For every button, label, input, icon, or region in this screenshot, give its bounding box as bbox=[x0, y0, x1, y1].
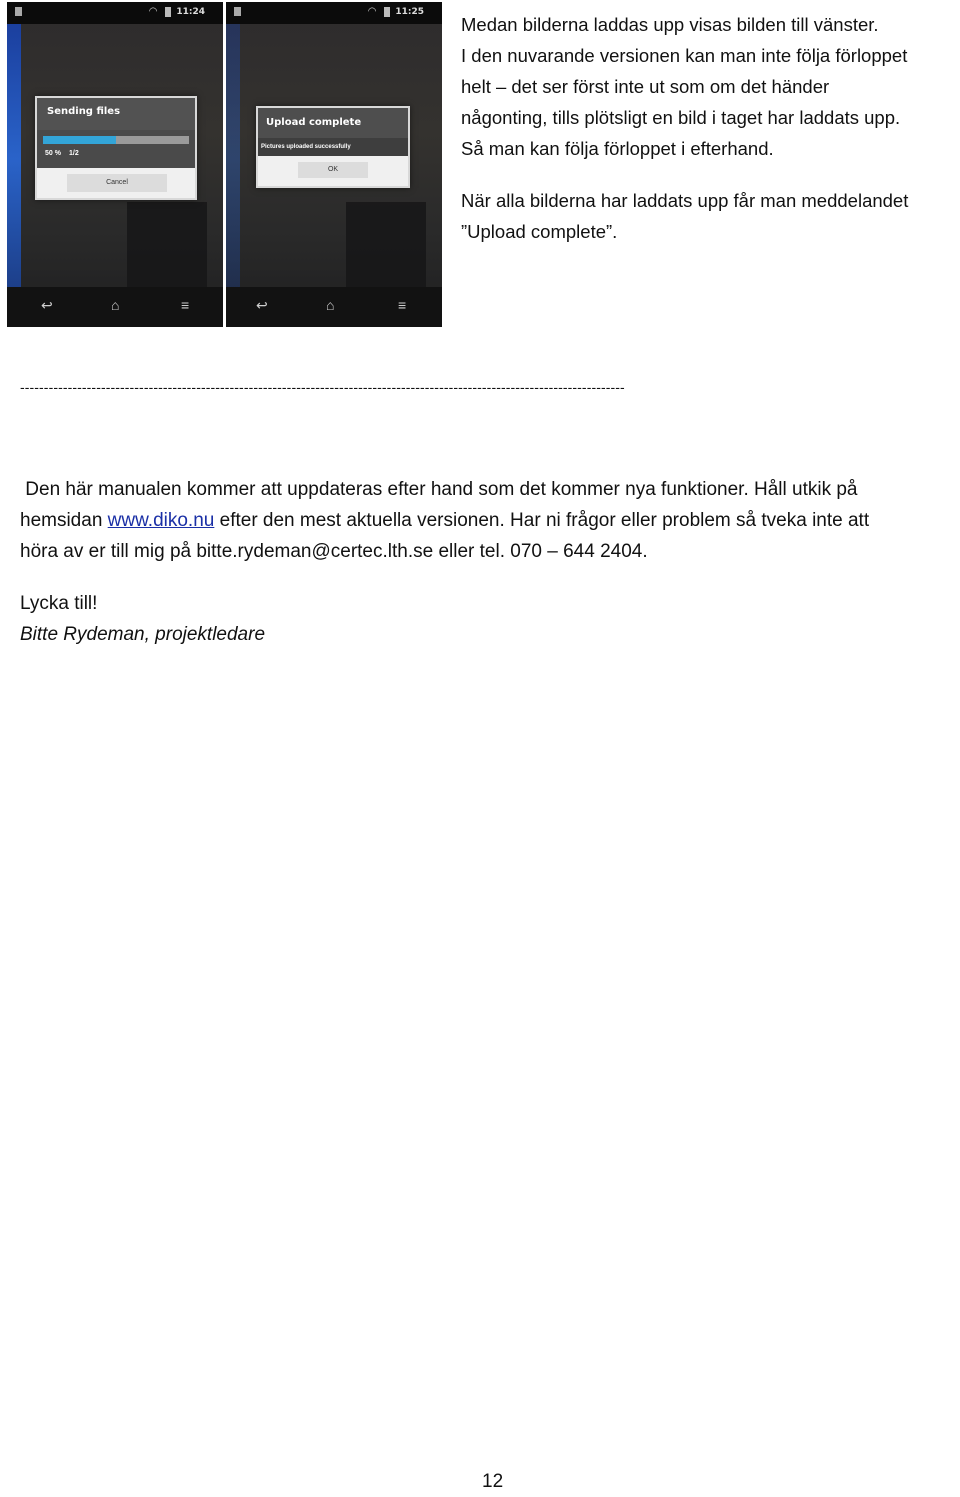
progress-fill bbox=[43, 136, 116, 144]
progress-percent: 50 % bbox=[45, 150, 61, 157]
nav-bar bbox=[226, 287, 442, 327]
back-icon[interactable]: ↩ bbox=[41, 297, 53, 313]
ok-button[interactable] bbox=[298, 162, 368, 178]
status-time: 11:25 bbox=[395, 7, 424, 17]
home-icon[interactable]: ⌂ bbox=[111, 297, 120, 313]
signature: Bitte Rydeman, projektledare bbox=[20, 624, 266, 645]
text-line: helt – det ser först inte ut som om det händer bbox=[461, 76, 830, 97]
text-fragment: efter den mest aktuella versionen. Har ni frågor eller problem så tveka inte att bbox=[214, 510, 870, 531]
battery-icon bbox=[165, 7, 171, 17]
text-line bbox=[20, 505, 869, 536]
nav-bar bbox=[7, 287, 223, 327]
back-icon[interactable]: ↩ bbox=[256, 297, 268, 313]
text-line: När alla bilderna har laddats upp får man meddelandet bbox=[461, 190, 909, 211]
menu-icon[interactable]: ≡ bbox=[398, 297, 407, 313]
text-line: höra av er till mig på bitte.rydeman@certec.lth.se eller tel. 070 – 644 2404. bbox=[20, 541, 648, 562]
text-line: ”Upload complete”. bbox=[461, 221, 618, 242]
right-text-paragraph-2 bbox=[461, 185, 908, 247]
upload-complete-screenshot bbox=[226, 2, 442, 327]
wallpaper-strip bbox=[7, 24, 21, 294]
progress-track bbox=[43, 136, 189, 144]
text-line: Medan bilderna laddas upp visas bilden till vänster. bbox=[461, 14, 879, 35]
text-line: I den nuvarande versionen kan man inte följa förloppet bbox=[461, 45, 908, 66]
text-line: Den här manualen kommer att uppdateras efter hand som det kommer nya funktioner. Håll utkik på bbox=[20, 479, 858, 500]
status-time: 11:24 bbox=[176, 7, 205, 17]
home-icon[interactable]: ⌂ bbox=[326, 297, 335, 313]
dialog-title: Sending files bbox=[47, 106, 121, 117]
wallpaper-strip bbox=[226, 24, 240, 294]
menu-icon[interactable]: ≡ bbox=[181, 297, 190, 313]
progress-count: 1/2 bbox=[69, 150, 79, 157]
cancel-button[interactable] bbox=[67, 174, 167, 192]
website-link[interactable]: www.diko.nu bbox=[107, 510, 215, 531]
page-number: 12 bbox=[482, 1471, 504, 1492]
lock-icon bbox=[15, 7, 22, 16]
closing-paragraph bbox=[20, 474, 869, 567]
text-fragment: hemsidan bbox=[20, 510, 108, 531]
text-line: Så man kan följa förloppet i efterhand. bbox=[461, 138, 774, 159]
cancel-button-label: Cancel bbox=[106, 179, 128, 186]
status-bar bbox=[7, 2, 223, 24]
status-bar bbox=[226, 2, 442, 24]
dialog-title: Upload complete bbox=[266, 117, 362, 128]
greeting: Lycka till! bbox=[20, 593, 98, 614]
sending-files-dialog bbox=[35, 96, 197, 200]
right-text-paragraph-1 bbox=[461, 9, 907, 164]
battery-icon bbox=[384, 7, 390, 17]
ok-button-label: OK bbox=[327, 166, 339, 173]
text-line: någonting, tills plötsligt en bild i taget har laddats upp. bbox=[461, 107, 901, 128]
dashed-separator: ------------------------------------------------------------------------------------------------------------------------------- bbox=[20, 379, 625, 395]
wifi-icon: ◠ bbox=[149, 6, 157, 17]
upload-complete-dialog bbox=[256, 106, 410, 188]
wifi-icon: ◠ bbox=[368, 6, 376, 17]
upload-progress-screenshot bbox=[7, 2, 223, 327]
dialog-message: Pictures uploaded successfully bbox=[261, 144, 351, 150]
background-object bbox=[127, 202, 207, 292]
background-object bbox=[346, 202, 426, 292]
lock-icon bbox=[234, 7, 241, 16]
